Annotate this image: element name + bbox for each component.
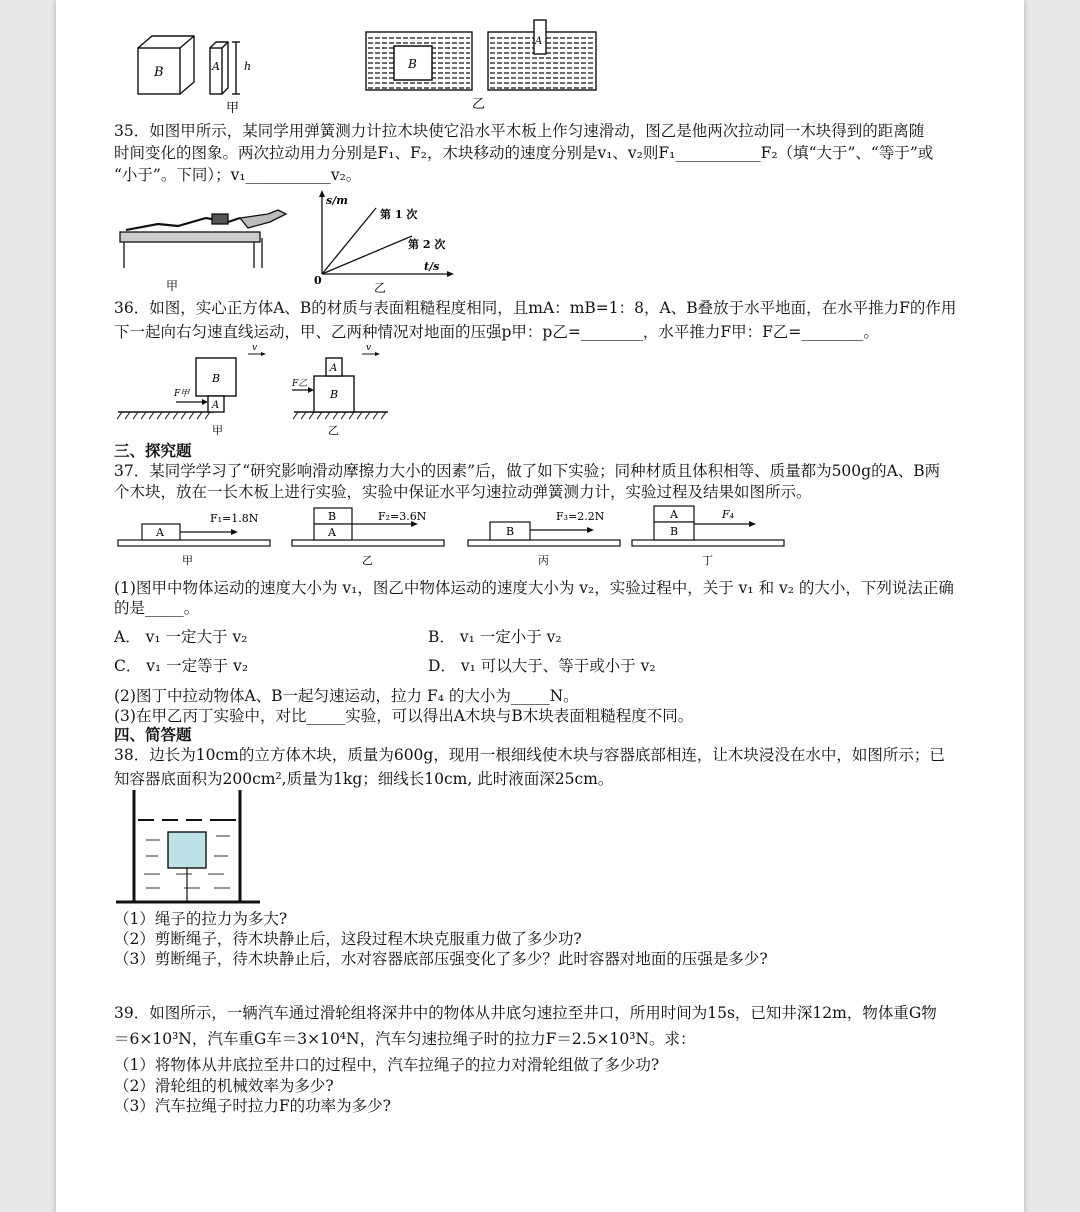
q37-option-b: B． v₁ 一定小于 v₂ <box>428 628 562 646</box>
q39-sub2: （2）滑轮组的机械效率为多少? <box>114 1077 334 1095</box>
svg-text:B: B <box>506 525 515 538</box>
panel-jia-force: F₁=1.8N <box>210 512 259 525</box>
svg-text:B: B <box>328 510 337 523</box>
q38-line1: 38．边长为10cm的立方体木块，质量为600g，现用一根细线使木块与容器底部相连，让木块浸没在水中，如图所示；已 <box>114 746 945 764</box>
panel-ding-label: 丁 <box>702 554 713 567</box>
q37-line1: 37．某同学学习了“研究影响滑动摩擦力大小的因素”后，做了如下实验；同种材质且体积相等、质量都为500g的A、B两 <box>114 462 941 480</box>
cube-b <box>138 36 194 94</box>
panel-bing-force: F₃=2.2N <box>556 510 605 523</box>
panel-ding <box>632 506 784 567</box>
distance-time-graph <box>314 190 454 287</box>
q37-option-c: C． v₁ 一定等于 v₂ <box>114 657 249 675</box>
q36-v-jia: v <box>252 344 258 353</box>
label-yi: 乙 <box>472 97 486 112</box>
panel-jia-label: 甲 <box>182 554 193 567</box>
q37-sub3: (3)在甲乙丙丁实验中，对比_____实验，可以得出A木块与B木块表面粗糙程度不同。 <box>114 707 694 725</box>
q35-figure <box>118 188 468 294</box>
q37-sub2: (2)图丁中拉动物体A、B一起匀速运动，拉力 F₄ 的大小为_____N。 <box>114 687 579 705</box>
q36-yi-a: A <box>330 363 338 374</box>
panel-ding-force: F₄ <box>722 508 735 521</box>
series-first-line <box>322 208 376 274</box>
q38-container-figure <box>114 790 264 906</box>
svg-text:B: B <box>670 525 679 538</box>
panel-yi-label: 乙 <box>362 554 373 567</box>
document-page <box>56 0 1024 1212</box>
panel-jia <box>118 512 270 567</box>
section-3-heading: 三、探究题 <box>114 441 192 460</box>
q35-line2: 时间变化的图象。两次拉动用力分别是F₁、F₂，木块移动的速度分别是v₁、v₂则F₁___________F₂（填“大于”、“等于”或 <box>114 144 934 162</box>
top-figure <box>126 18 626 114</box>
q39-line2: ＝6×10³N，汽车重G车＝3×10⁴N，汽车匀速拉绳子时的拉力F＝2.5×10³N。求： <box>114 1030 696 1048</box>
section-4-heading: 四、简答题 <box>114 725 192 744</box>
q37-sub1-line2: 的是_____。 <box>114 599 200 617</box>
q35-label-jia: 甲 <box>166 279 179 293</box>
panel-yi-force: F₂=3.6N <box>378 510 427 523</box>
q39-sub1: （1）将物体从井底拉至井口的过程中，汽车拉绳子的拉力对滑轮组做了多少功? <box>114 1056 660 1074</box>
q35-line3: “小于”。下同）；v₁___________v₂。 <box>114 166 362 184</box>
table-illustration <box>120 210 286 268</box>
series-second-line <box>322 236 412 274</box>
q35-label-yi: 乙 <box>374 281 387 294</box>
q36-v-yi: v <box>366 344 372 353</box>
q36-yi <box>291 344 388 437</box>
q38-sub2: （2）剪断绳子，待木块静止后，这段过程木块克服重力做了多少功? <box>114 930 582 948</box>
q36-jia <box>117 344 266 437</box>
q38-sub3: （3）剪断绳子，待木块静止后，水对容器底部压强变化了多少？此时容器对地面的压强是多少? <box>114 950 768 968</box>
q37-line2: 个木块，放在一长木板上进行实验，实验中保证水平匀速拉动弹簧测力计，实验过程及结果如图所示。 <box>114 483 812 501</box>
q36-figure <box>116 344 396 438</box>
q35-line1: 35．如图甲所示，某同学用弹簧测力计拉木块使它沿水平木板上作匀速滑动，图乙是他两次拉动同一木块得到的距离随 <box>114 122 925 140</box>
q37-option-d: D． v₁ 可以大于、等于或小于 v₂ <box>428 657 656 675</box>
q39-sub3: （3）汽车拉绳子时拉力F的功率为多少? <box>114 1097 391 1115</box>
q36-label-jia: 甲 <box>212 424 223 437</box>
svg-text:B: B <box>408 57 417 71</box>
graph-x-label: t/s <box>424 260 440 273</box>
q36-yi-b: B <box>330 388 339 401</box>
q38-sub1: （1）绳子的拉力为多大? <box>114 910 288 928</box>
svg-text:A: A <box>156 526 164 539</box>
panel-bing-label: 丙 <box>538 554 549 567</box>
svg-text:A: A <box>670 508 678 521</box>
wood-block <box>168 832 206 868</box>
q36-line1: 36．如图，实心正方体A、B的材质与表面粗糙程度相同，且mA：mB=1：8，A、B叠放于水平地面，在水平推力F的作用 <box>114 299 957 317</box>
graph-second-label: 第 2 次 <box>408 238 446 251</box>
q37-figure <box>116 502 796 572</box>
svg-text:A: A <box>535 36 543 47</box>
cube-b-label: B <box>154 65 164 80</box>
svg-text:A: A <box>328 526 336 539</box>
q36-label-yi: 乙 <box>328 424 339 437</box>
tank-2 <box>488 20 596 90</box>
q36-jia-b: B <box>212 372 221 385</box>
tank-1 <box>366 32 472 90</box>
graph-y-label: s/m <box>326 194 348 207</box>
q36-jia-a: A <box>212 400 220 411</box>
q38-line2: 知容器底面积为200cm²,质量为1kg；细线长10cm, 此时液面深25cm。 <box>114 770 614 788</box>
label-jia: 甲 <box>226 101 240 114</box>
panel-bing <box>468 510 620 567</box>
graph-first-label: 第 1 次 <box>380 208 418 221</box>
q36-f-jia: F甲 <box>174 389 190 399</box>
q37-option-a: A． v₁ 一定大于 v₂ <box>114 628 248 646</box>
q36-line2: 下一起向右匀速直线运动，甲、乙两种情况对地面的压强p甲：p乙=________，水平推力F甲：F乙=________。 <box>114 323 879 341</box>
slab-a-label: A <box>212 60 220 73</box>
graph-origin: 0 <box>314 274 322 287</box>
q39-line1: 39．如图所示，一辆汽车通过滑轮组将深井中的物体从井底匀速拉至井口，所用时间为15s，已知井深12m，物体重G物 <box>114 1004 937 1022</box>
panel-yi <box>292 508 444 567</box>
q36-f-yi: F乙 <box>292 379 308 389</box>
height-label: h <box>244 60 252 73</box>
q37-sub1-line1: (1)图甲中物体运动的速度大小为 v₁，图乙中物体运动的速度大小为 v₂，实验过程中，关于 v₁ 和 v₂ 的大小，下列说法正确 <box>114 579 954 597</box>
